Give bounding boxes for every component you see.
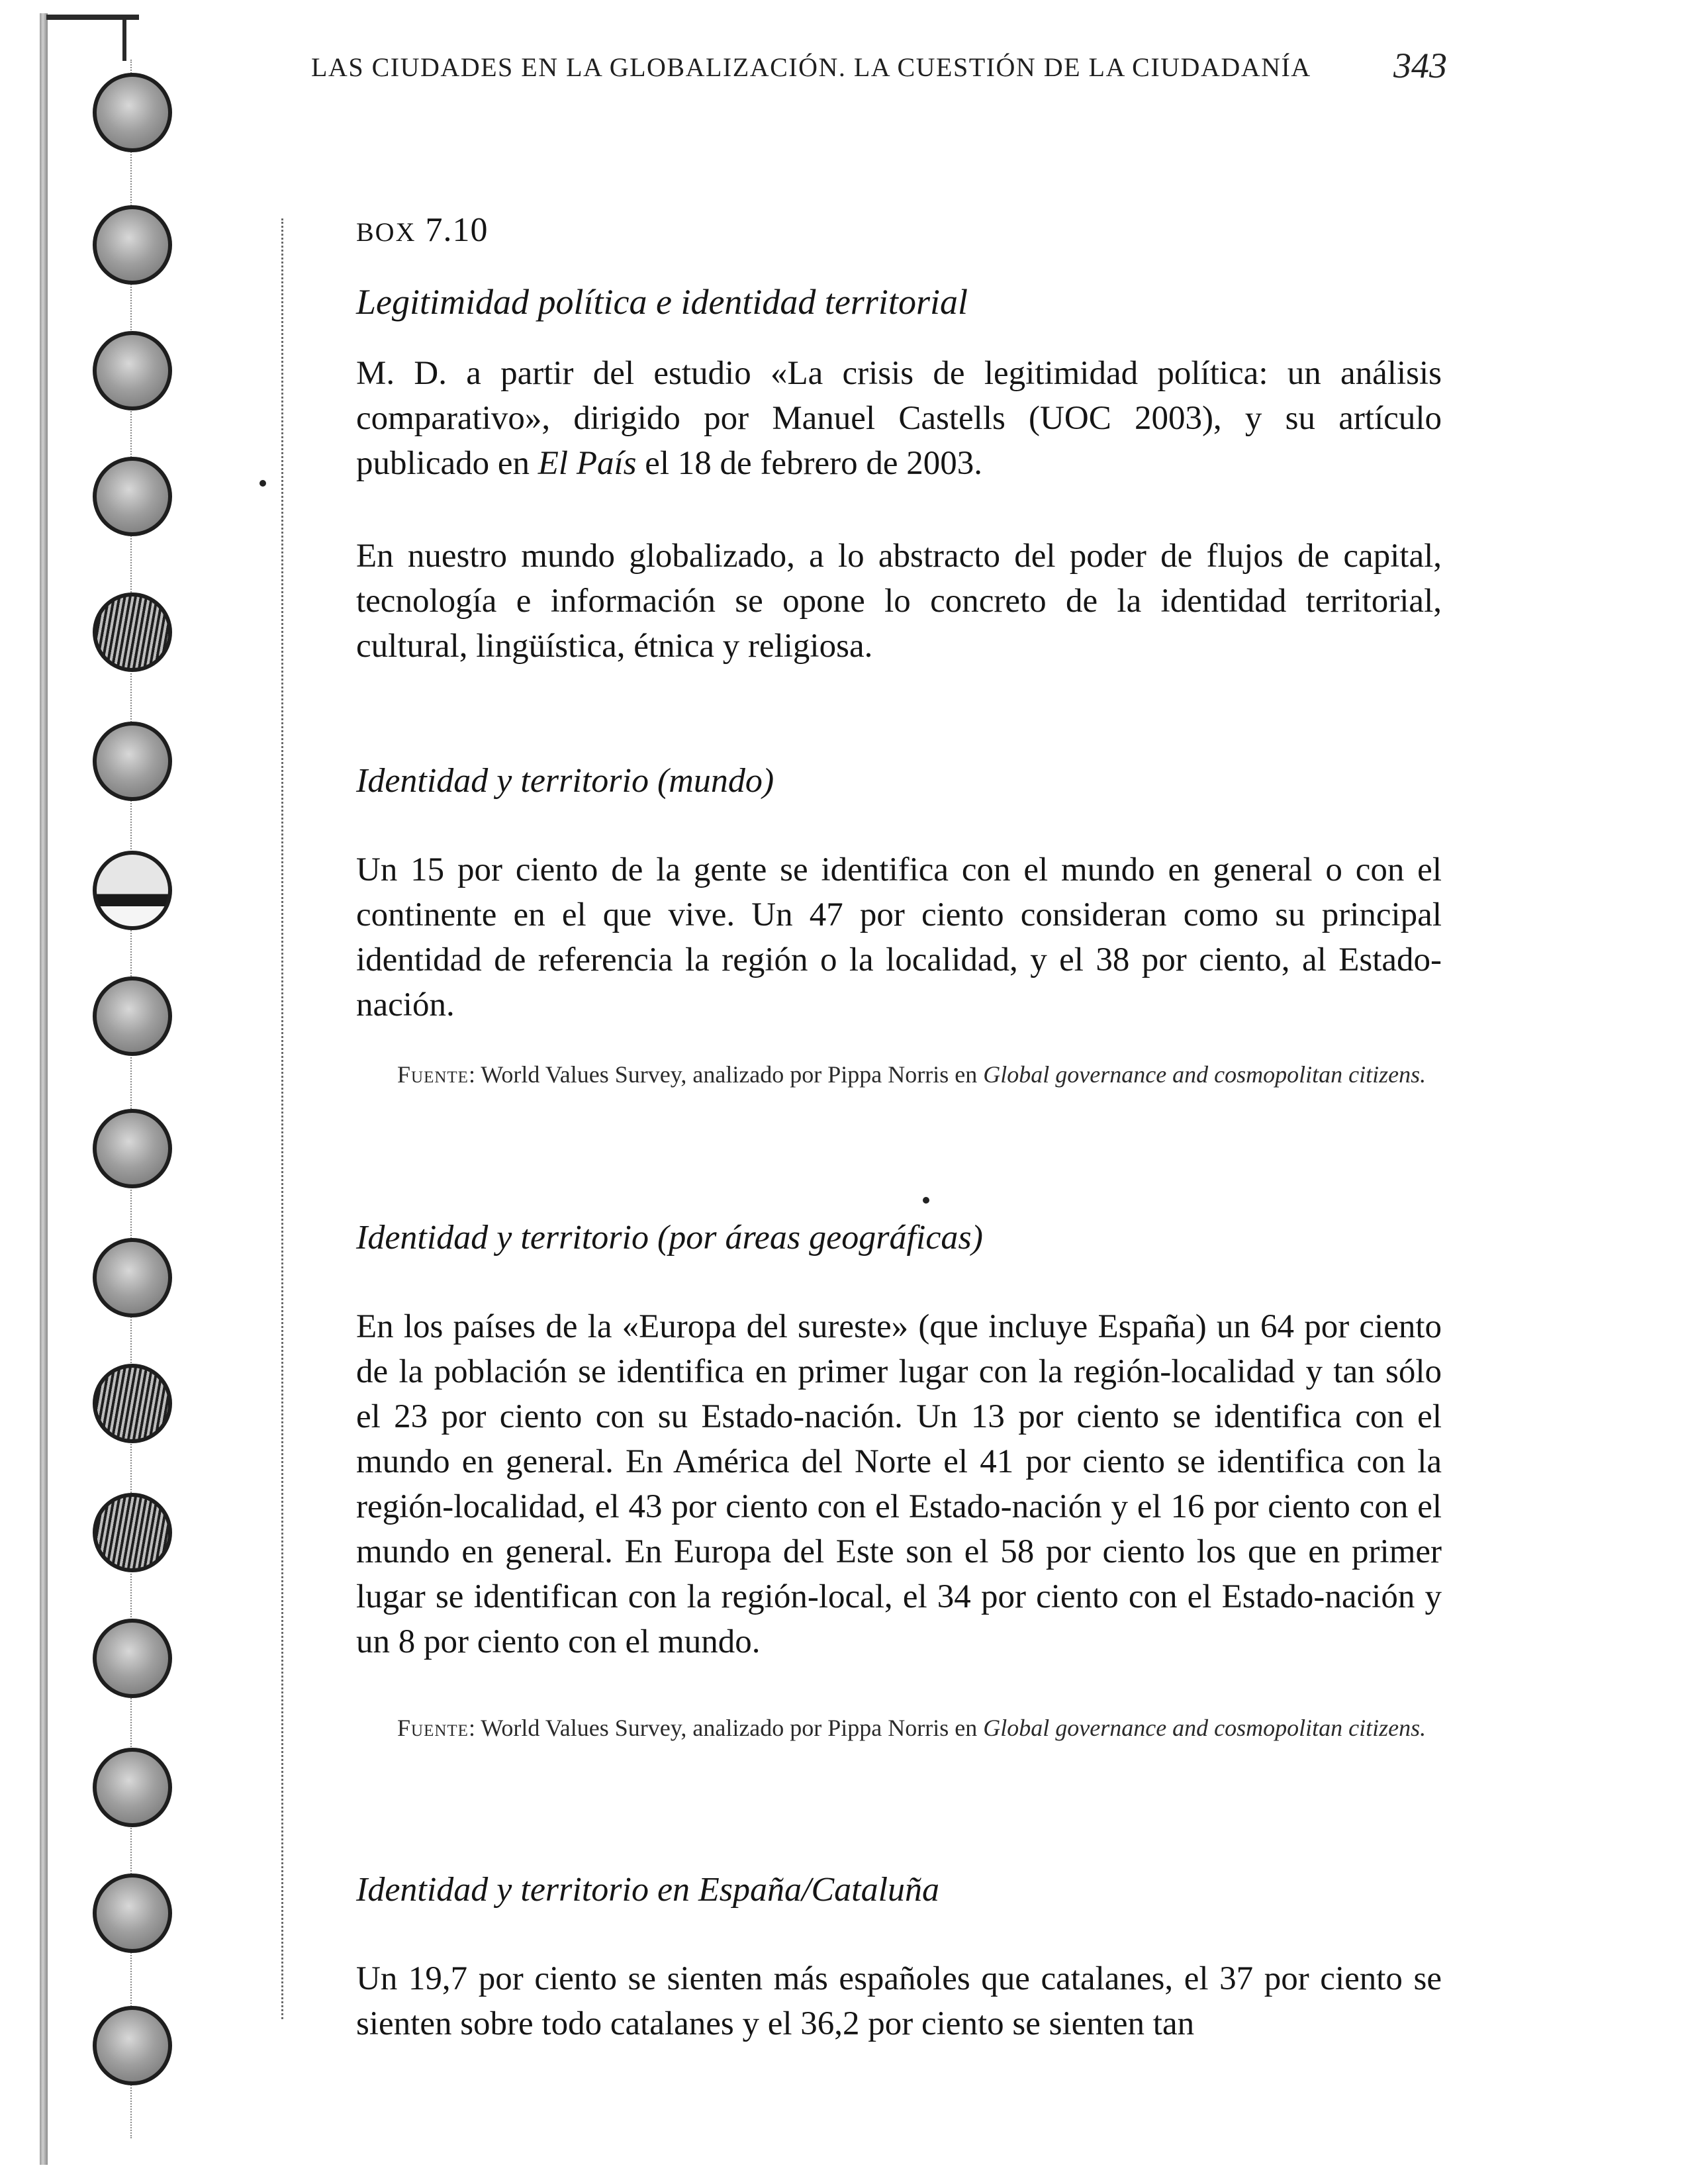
punch-hole [93, 976, 172, 1056]
punch-hole [93, 457, 172, 536]
section-heading: Identidad y territorio (mundo) [356, 762, 774, 800]
section-heading: Identidad y territorio en España/Cataluña [356, 1871, 940, 1909]
box-title: Legitimidad política e identidad territorial [356, 282, 968, 322]
intro-text-end: el 18 de febrero de 2003. [636, 445, 983, 482]
source-label: Fuente [397, 1715, 469, 1741]
box-label [356, 211, 1442, 250]
intro-text: M. D. a partir del estudio «La crisis de legitimidad política: un análisis comparativo», dirigido por Manuel Castells (UOC 2003), y su artículo publicado en [356, 355, 1442, 482]
punch-hole [93, 1238, 172, 1317]
source-note [356, 1713, 1442, 1743]
punch-hole [93, 73, 172, 152]
scan-speck [923, 1197, 929, 1204]
punch-hole [93, 1748, 172, 1827]
page-number: 343 [1393, 46, 1447, 85]
section-heading: Identidad y territorio (por áreas geográficas) [356, 1219, 983, 1257]
punch-hole [93, 1619, 172, 1698]
box-label-number: 7.10 [425, 211, 489, 249]
punch-hole [93, 205, 172, 285]
running-header: LAS CIUDADES EN LA GLOBALIZACIÓN. LA CUESTIÓN DE LA CIUDADANÍA [311, 52, 1311, 82]
punch-hole [93, 1493, 172, 1572]
source-title: Global governance and cosmopolitan citizens. [983, 1061, 1427, 1088]
body-paragraph: En nuestro mundo globalizado, a lo abstracto del poder de flujos de capital, tecnología e información se opone lo concreto de la identidad territorial, cultural, lingüística, étnica y religiosa. [356, 538, 1442, 665]
binder-edge [40, 13, 48, 2165]
newspaper-title: El País [538, 445, 637, 482]
scan-speck [259, 480, 266, 487]
punch-hole [93, 331, 172, 410]
punch-hole [93, 851, 172, 930]
source-note [356, 1059, 1442, 1090]
punch-hole [93, 1109, 172, 1188]
section-body: Un 15 por ciento de la gente se identifica con el mundo en general o con el continente en el que vive. Un 47 por ciento consideran como su principal identidad de referencia la región o la localidad, y el 38 por ciento, al Estado-nación. [356, 851, 1442, 1023]
punch-hole [93, 1364, 172, 1443]
punch-hole [93, 593, 172, 672]
box-side-rule [281, 218, 285, 2019]
punch-hole [93, 722, 172, 801]
source-text: : World Values Survey, analizado por Pippa Norris en [468, 1061, 984, 1088]
binder-clip-stem [122, 15, 126, 61]
punch-hole [93, 1874, 172, 1953]
punch-hole [93, 2006, 172, 2085]
box-label-prefix: BOX [356, 217, 416, 247]
source-label: Fuente [397, 1061, 469, 1088]
source-title: Global governance and cosmopolitan citizens. [983, 1715, 1427, 1741]
intro-paragraph [356, 351, 1442, 486]
section-body: Un 19,7 por ciento se sienten más españoles que catalanes, el 37 por ciento se sienten sobre todo catalanes y el 36,2 por ciento se sienten tan [356, 1960, 1442, 2042]
section-body: En los países de la «Europa del sureste» (que incluye España) un 64 por ciento de la población se identifica en primer lugar con la región-localidad y tan sólo el 23 por ciento con su Estado-nación. Un 13 por ciento se identifica con el mundo en general. En América del Norte el 41 por ciento se identifica con la región-localidad, el 43 por ciento con el Estado-nación y el 16 por ciento con el mundo en general. En Europa del Este son el 58 por ciento los que en primer lugar se identifican con la región-local, el 34 por ciento con el Estado-nación y un 8 por ciento con el mundo. [356, 1308, 1442, 1660]
source-text: : World Values Survey, analizado por Pippa Norris en [468, 1715, 984, 1741]
